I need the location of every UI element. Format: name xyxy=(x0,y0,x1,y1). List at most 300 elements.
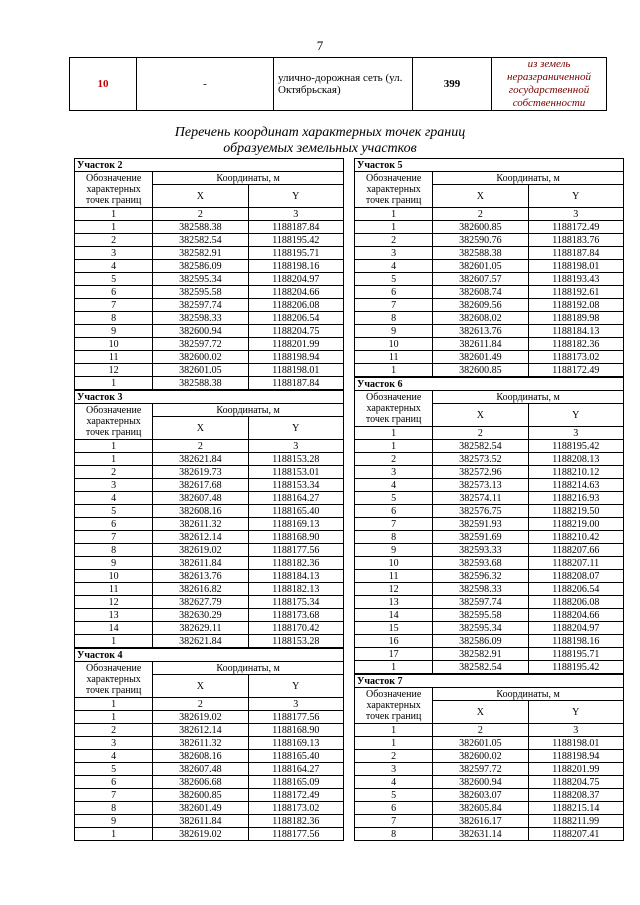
table-row xyxy=(355,260,624,273)
table-row xyxy=(75,492,344,505)
table-row xyxy=(355,466,624,479)
column-number: 1 xyxy=(75,440,153,453)
y-value: 1188153.28 xyxy=(248,635,343,648)
table-row xyxy=(75,260,344,273)
coordinates-table xyxy=(74,648,344,841)
header-row xyxy=(75,404,344,417)
x-header: X xyxy=(153,185,248,208)
x-value: 382630.29 xyxy=(153,609,248,622)
point-id: 6 xyxy=(355,505,433,518)
table-row xyxy=(355,479,624,492)
y-value: 1188198.16 xyxy=(248,260,343,273)
table-row xyxy=(355,286,624,299)
table-row xyxy=(355,635,624,648)
y-value: 1188172.49 xyxy=(528,221,623,234)
y-value: 1188198.01 xyxy=(528,737,623,750)
designation-header: Обозначение характерных точек границ xyxy=(75,662,153,698)
table-row xyxy=(75,815,344,828)
point-id: 2 xyxy=(75,724,153,737)
y-value: 1188207.66 xyxy=(528,544,623,557)
header-row xyxy=(75,662,344,675)
table-row xyxy=(355,661,624,674)
table-row xyxy=(75,570,344,583)
table-row xyxy=(75,802,344,815)
column-number: 3 xyxy=(248,698,343,711)
table-row xyxy=(355,763,624,776)
table-row xyxy=(75,299,344,312)
point-id: 9 xyxy=(75,815,153,828)
coordinates-table xyxy=(354,674,624,841)
x-value: 382600.94 xyxy=(153,325,248,338)
x-value: 382606.68 xyxy=(153,776,248,789)
y-value: 1188164.27 xyxy=(248,492,343,505)
table-row xyxy=(75,828,344,841)
table-row xyxy=(355,544,624,557)
y-value: 1188182.36 xyxy=(248,815,343,828)
plot-title-row xyxy=(355,159,624,172)
table-row xyxy=(355,557,624,570)
y-value: 1188198.16 xyxy=(528,635,623,648)
x-value: 382600.94 xyxy=(433,776,528,789)
plot-title-row xyxy=(355,378,624,391)
y-value: 1188198.94 xyxy=(248,351,343,364)
y-value: 1188153.01 xyxy=(248,466,343,479)
x-value: 382582.54 xyxy=(433,440,528,453)
x-value: 382607.57 xyxy=(433,273,528,286)
table-row xyxy=(75,234,344,247)
x-value: 382619.02 xyxy=(153,828,248,841)
table-row xyxy=(75,557,344,570)
x-value: 382600.02 xyxy=(153,351,248,364)
table-row xyxy=(355,273,624,286)
x-value: 382621.84 xyxy=(153,635,248,648)
y-value: 1188172.49 xyxy=(528,364,623,377)
column-number-row xyxy=(75,208,344,221)
table-row xyxy=(75,750,344,763)
point-id: 3 xyxy=(355,247,433,260)
y-value: 1188189.98 xyxy=(528,312,623,325)
table-row xyxy=(75,737,344,750)
x-value: 382600.02 xyxy=(433,750,528,763)
y-value: 1188165.09 xyxy=(248,776,343,789)
y-value: 1188206.08 xyxy=(248,299,343,312)
x-value: 382582.54 xyxy=(433,661,528,674)
point-id: 8 xyxy=(75,312,153,325)
point-id: 5 xyxy=(75,763,153,776)
x-value: 382601.05 xyxy=(153,364,248,377)
point-id: 17 xyxy=(355,648,433,661)
table-row xyxy=(75,273,344,286)
designation-header: Обозначение характерных точек границ xyxy=(355,391,433,427)
designation-header: Обозначение характерных точек границ xyxy=(355,172,433,208)
x-value: 382576.75 xyxy=(433,505,528,518)
plot-title: Участок 4 xyxy=(75,649,344,662)
y-value: 1188216.93 xyxy=(528,492,623,505)
table-row xyxy=(355,325,624,338)
x-value: 382582.54 xyxy=(153,234,248,247)
x-value: 382607.48 xyxy=(153,763,248,776)
x-value: 382627.79 xyxy=(153,596,248,609)
x-value: 382595.34 xyxy=(433,622,528,635)
y-value: 1188207.41 xyxy=(528,828,623,841)
point-id: 11 xyxy=(355,570,433,583)
column-number: 2 xyxy=(153,440,248,453)
point-id: 6 xyxy=(75,518,153,531)
y-value: 1188193.43 xyxy=(528,273,623,286)
x-value: 382619.02 xyxy=(153,711,248,724)
point-id: 9 xyxy=(355,544,433,557)
y-value: 1188173.02 xyxy=(248,802,343,815)
coordinates-table xyxy=(74,158,344,390)
point-id: 2 xyxy=(75,466,153,479)
table-row xyxy=(75,711,344,724)
table-row xyxy=(355,351,624,364)
table-row xyxy=(75,505,344,518)
point-id: 7 xyxy=(75,531,153,544)
y-value: 1188219.00 xyxy=(528,518,623,531)
table-row xyxy=(355,518,624,531)
header-row xyxy=(355,172,624,185)
y-value: 1188201.99 xyxy=(248,338,343,351)
x-value: 382595.34 xyxy=(153,273,248,286)
table-row xyxy=(75,364,344,377)
x-header: X xyxy=(433,701,528,724)
table-row xyxy=(355,440,624,453)
column-number-row xyxy=(355,208,624,221)
x-value: 382590.76 xyxy=(433,234,528,247)
table-row xyxy=(355,453,624,466)
table-row xyxy=(75,724,344,737)
point-id: 1 xyxy=(75,711,153,724)
plot-area: 399 xyxy=(413,58,492,111)
y-value: 1188187.84 xyxy=(528,247,623,260)
table-row xyxy=(355,247,624,260)
designation-header: Обозначение характерных точек границ xyxy=(75,404,153,440)
x-value: 382601.05 xyxy=(433,260,528,273)
table-row xyxy=(70,58,607,111)
y-value: 1188215.14 xyxy=(528,802,623,815)
y-value: 1188206.08 xyxy=(528,596,623,609)
point-id: 5 xyxy=(75,273,153,286)
point-id: 1 xyxy=(355,440,433,453)
y-value: 1188204.75 xyxy=(248,325,343,338)
y-value: 1188183.76 xyxy=(528,234,623,247)
y-value: 1188170.42 xyxy=(248,622,343,635)
point-id: 10 xyxy=(75,338,153,351)
land-plot-summary-row xyxy=(69,57,607,111)
y-value: 1188210.12 xyxy=(528,466,623,479)
table-row xyxy=(355,492,624,505)
x-value: 382586.09 xyxy=(153,260,248,273)
table-row xyxy=(75,635,344,648)
y-value: 1188219.50 xyxy=(528,505,623,518)
x-value: 382619.02 xyxy=(153,544,248,557)
x-value: 382588.38 xyxy=(433,247,528,260)
header-row xyxy=(355,688,624,701)
heading-line-2: образуемых земельных участков xyxy=(223,141,417,156)
point-id: 14 xyxy=(355,609,433,622)
x-value: 382597.72 xyxy=(433,763,528,776)
x-value: 382582.91 xyxy=(433,648,528,661)
column-number: 2 xyxy=(433,427,528,440)
point-id: 13 xyxy=(75,609,153,622)
table-row xyxy=(355,299,624,312)
y-value: 1188195.71 xyxy=(528,648,623,661)
land-category: улично-дорожная сеть (ул. Октябрьская) xyxy=(274,58,413,111)
page-heading xyxy=(0,125,640,157)
point-id: 12 xyxy=(75,364,153,377)
column-number: 1 xyxy=(355,427,433,440)
table-row xyxy=(75,312,344,325)
x-value: 382613.76 xyxy=(153,570,248,583)
x-value: 382608.16 xyxy=(153,750,248,763)
x-value: 382612.14 xyxy=(153,724,248,737)
point-id: 7 xyxy=(75,789,153,802)
point-id: 10 xyxy=(355,557,433,570)
table-row xyxy=(75,453,344,466)
y-value: 1188206.54 xyxy=(248,312,343,325)
y-value: 1188198.01 xyxy=(528,260,623,273)
header-row xyxy=(355,391,624,404)
x-value: 382601.05 xyxy=(433,737,528,750)
point-id: 4 xyxy=(75,260,153,273)
point-id: 3 xyxy=(75,737,153,750)
y-value: 1188195.42 xyxy=(528,440,623,453)
x-value: 382598.33 xyxy=(433,583,528,596)
point-id: 1 xyxy=(75,828,153,841)
x-value: 382593.33 xyxy=(433,544,528,557)
point-id: 7 xyxy=(355,518,433,531)
left-column xyxy=(74,158,344,841)
x-value: 382595.58 xyxy=(153,286,248,299)
y-value: 1188187.84 xyxy=(248,377,343,390)
x-value: 382608.74 xyxy=(433,286,528,299)
heading-line-1: Перечень координат характерных точек границ xyxy=(174,125,466,140)
x-value: 382597.74 xyxy=(433,596,528,609)
right-column xyxy=(354,158,624,841)
y-value: 1188201.99 xyxy=(528,763,623,776)
ownership-note: из земель неразграниченной государственной собственности xyxy=(492,58,607,111)
table-row xyxy=(355,221,624,234)
table-row xyxy=(355,776,624,789)
y-value: 1188198.01 xyxy=(248,364,343,377)
y-value: 1188175.34 xyxy=(248,596,343,609)
column-number: 2 xyxy=(433,724,528,737)
y-value: 1188210.42 xyxy=(528,531,623,544)
point-id: 1 xyxy=(75,221,153,234)
y-value: 1188177.56 xyxy=(248,711,343,724)
table-row xyxy=(355,596,624,609)
table-row xyxy=(355,338,624,351)
y-value: 1188184.13 xyxy=(528,325,623,338)
table-row xyxy=(355,737,624,750)
table-row xyxy=(355,802,624,815)
y-value: 1188208.07 xyxy=(528,570,623,583)
column-number: 1 xyxy=(355,208,433,221)
column-number: 3 xyxy=(248,440,343,453)
point-id: 1 xyxy=(75,377,153,390)
x-value: 382603.07 xyxy=(433,789,528,802)
plot-title-row xyxy=(75,159,344,172)
point-id: 6 xyxy=(355,802,433,815)
y-value: 1188153.28 xyxy=(248,453,343,466)
point-id: 8 xyxy=(355,828,433,841)
coordinates-table xyxy=(354,158,624,377)
y-header: Y xyxy=(248,417,343,440)
x-value: 382601.49 xyxy=(433,351,528,364)
x-value: 382591.93 xyxy=(433,518,528,531)
point-id: 11 xyxy=(75,583,153,596)
column-number-row xyxy=(355,427,624,440)
table-row xyxy=(75,622,344,635)
point-id: 1 xyxy=(355,221,433,234)
point-id: 4 xyxy=(355,260,433,273)
point-id: 2 xyxy=(355,750,433,763)
column-number: 2 xyxy=(433,208,528,221)
point-id: 13 xyxy=(355,596,433,609)
y-value: 1188214.63 xyxy=(528,479,623,492)
table-row xyxy=(355,570,624,583)
column-number: 1 xyxy=(355,724,433,737)
x-value: 382629.11 xyxy=(153,622,248,635)
point-id: 1 xyxy=(355,661,433,674)
table-row xyxy=(75,338,344,351)
x-value: 382600.85 xyxy=(433,364,528,377)
y-value: 1188177.56 xyxy=(248,544,343,557)
y-value: 1188206.54 xyxy=(528,583,623,596)
point-id: 2 xyxy=(355,234,433,247)
column-number: 1 xyxy=(75,208,153,221)
table-row xyxy=(75,544,344,557)
point-id: 8 xyxy=(75,802,153,815)
point-id: 1 xyxy=(75,453,153,466)
y-value: 1188208.13 xyxy=(528,453,623,466)
x-value: 382631.14 xyxy=(433,828,528,841)
coordinates-header: Координаты, м xyxy=(153,662,344,675)
y-value: 1188173.02 xyxy=(528,351,623,364)
plot-title: Участок 3 xyxy=(75,391,344,404)
point-id: 12 xyxy=(75,596,153,609)
point-id: 6 xyxy=(75,776,153,789)
coordinates-header: Координаты, м xyxy=(433,688,624,701)
point-id: 11 xyxy=(75,351,153,364)
table-row xyxy=(75,763,344,776)
plot-title-row xyxy=(355,675,624,688)
y-header: Y xyxy=(528,701,623,724)
x-value: 382574.11 xyxy=(433,492,528,505)
table-row xyxy=(75,466,344,479)
y-value: 1188204.75 xyxy=(528,776,623,789)
x-value: 382572.96 xyxy=(433,466,528,479)
point-id: 14 xyxy=(75,622,153,635)
y-value: 1188198.94 xyxy=(528,750,623,763)
table-row xyxy=(355,789,624,802)
point-id: 3 xyxy=(355,763,433,776)
column-number: 3 xyxy=(248,208,343,221)
x-value: 382601.49 xyxy=(153,802,248,815)
x-value: 382608.16 xyxy=(153,505,248,518)
point-id: 3 xyxy=(75,247,153,260)
plot-title-row xyxy=(75,649,344,662)
plot-title: Участок 2 xyxy=(75,159,344,172)
point-id: 7 xyxy=(355,299,433,312)
x-value: 382612.14 xyxy=(153,531,248,544)
x-value: 382588.38 xyxy=(153,377,248,390)
y-value: 1188169.13 xyxy=(248,518,343,531)
coordinates-header: Координаты, м xyxy=(433,172,624,185)
point-id: 9 xyxy=(355,325,433,338)
point-id: 4 xyxy=(355,776,433,789)
y-value: 1188192.08 xyxy=(528,299,623,312)
x-value: 382605.84 xyxy=(433,802,528,815)
table-row xyxy=(355,312,624,325)
x-value: 382600.85 xyxy=(433,221,528,234)
x-value: 382596.32 xyxy=(433,570,528,583)
point-id: 1 xyxy=(75,635,153,648)
column-number-row xyxy=(355,724,624,737)
point-id: 6 xyxy=(75,286,153,299)
x-value: 382588.38 xyxy=(153,221,248,234)
table-row xyxy=(75,609,344,622)
table-row xyxy=(355,234,624,247)
point-id: 6 xyxy=(355,286,433,299)
y-header: Y xyxy=(528,404,623,427)
x-value: 382611.84 xyxy=(153,557,248,570)
point-id: 9 xyxy=(75,325,153,338)
y-header: Y xyxy=(528,185,623,208)
table-row xyxy=(75,776,344,789)
x-value: 382619.73 xyxy=(153,466,248,479)
table-row xyxy=(355,750,624,763)
point-id: 10 xyxy=(355,338,433,351)
x-value: 382582.91 xyxy=(153,247,248,260)
column-number: 2 xyxy=(153,698,248,711)
y-value: 1188207.11 xyxy=(528,557,623,570)
plot-title: Участок 5 xyxy=(355,159,624,172)
column-number-row xyxy=(75,440,344,453)
column-number: 3 xyxy=(528,208,623,221)
y-value: 1188182.36 xyxy=(528,338,623,351)
point-id: 8 xyxy=(75,544,153,557)
y-value: 1188184.13 xyxy=(248,570,343,583)
designation-header: Обозначение характерных точек границ xyxy=(75,172,153,208)
x-value: 382613.76 xyxy=(433,325,528,338)
x-value: 382598.33 xyxy=(153,312,248,325)
x-header: X xyxy=(153,675,248,698)
point-id: 12 xyxy=(355,583,433,596)
point-id: 7 xyxy=(75,299,153,312)
y-value: 1188172.49 xyxy=(248,789,343,802)
x-value: 382591.69 xyxy=(433,531,528,544)
y-value: 1188204.97 xyxy=(528,622,623,635)
plot-title-row xyxy=(75,391,344,404)
x-value: 382586.09 xyxy=(433,635,528,648)
table-row xyxy=(355,609,624,622)
y-value: 1188173.68 xyxy=(248,609,343,622)
point-id: 4 xyxy=(75,492,153,505)
y-value: 1188177.56 xyxy=(248,828,343,841)
cadastral-number: - xyxy=(137,58,274,111)
table-row xyxy=(75,596,344,609)
plot-number: 10 xyxy=(70,58,137,111)
table-row xyxy=(355,364,624,377)
x-value: 382616.17 xyxy=(433,815,528,828)
x-value: 382595.58 xyxy=(433,609,528,622)
point-id: 15 xyxy=(355,622,433,635)
column-number-row xyxy=(75,698,344,711)
x-value: 382611.32 xyxy=(153,737,248,750)
y-value: 1188211.99 xyxy=(528,815,623,828)
